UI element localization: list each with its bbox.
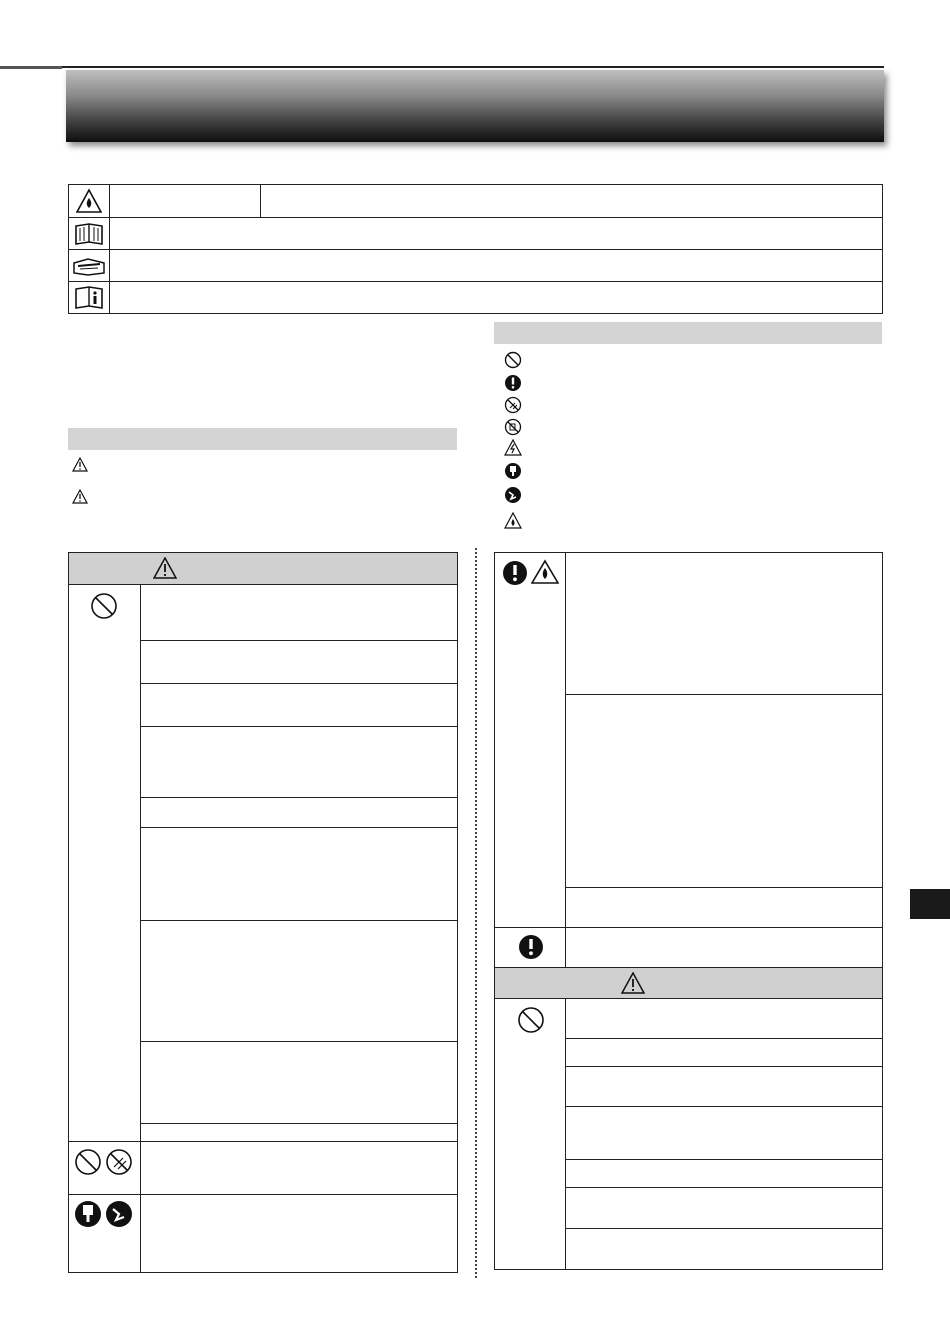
right-row-divider-full <box>494 927 883 928</box>
flammable-warning-icon <box>69 185 110 217</box>
warning-box-column-line <box>140 585 141 1273</box>
mandatory-icon <box>502 560 528 586</box>
caution-row-divider <box>565 1187 883 1188</box>
legend-label-cell <box>109 185 261 217</box>
warning-triangle-icon <box>72 457 88 473</box>
flammable-icon <box>498 511 528 531</box>
caution-triangle-icon <box>72 489 88 505</box>
prohibition-icon <box>90 592 118 620</box>
manual-icon <box>69 218 110 249</box>
legend-row-flammable <box>68 184 883 218</box>
caution-row-divider <box>565 1038 883 1039</box>
electric-shock-icon <box>498 438 528 458</box>
chapter-tab <box>910 889 950 919</box>
prohibition-icon <box>74 1148 102 1176</box>
ground-icon <box>498 485 528 505</box>
warning-row-divider <box>140 920 458 921</box>
legend-row-manual <box>68 217 883 250</box>
prohibition-icon <box>498 350 528 370</box>
right-row-divider <box>565 887 883 888</box>
legend-description-cell <box>109 250 882 281</box>
legend-row-info-manual <box>68 281 883 314</box>
caution-row-divider <box>565 1228 883 1229</box>
caution-box-header <box>495 967 882 999</box>
warning-row-divider <box>140 797 458 798</box>
caution-box-column-line <box>565 999 566 1270</box>
caution-row-divider <box>565 1106 883 1107</box>
right-box-column-line <box>565 552 566 967</box>
warning-row-divider-full <box>68 1141 458 1142</box>
warning-row-divider <box>140 1123 458 1124</box>
page-title-banner <box>66 70 884 142</box>
warning-row-divider <box>140 640 458 641</box>
mandatory-icon <box>518 934 544 960</box>
flammable-warning-icon <box>531 559 559 587</box>
unplug-icon <box>498 461 528 481</box>
warning-triangle-icon <box>153 557 177 581</box>
unplug-icon <box>74 1200 102 1228</box>
right-warning-box <box>494 552 883 1270</box>
service-manual-icon <box>69 250 110 281</box>
legend-description-cell <box>109 282 882 313</box>
legend-description-cell <box>109 218 882 249</box>
top-rule-lead <box>0 66 62 69</box>
prohibition-icon <box>517 1006 545 1034</box>
warning-row-divider <box>140 827 458 828</box>
right-section-header <box>494 322 882 344</box>
top-rule <box>0 66 884 68</box>
caution-row-divider <box>565 1159 883 1160</box>
warning-triangle-icon <box>621 972 645 996</box>
warning-box-header <box>69 553 457 585</box>
legend-row-service-manual <box>68 249 883 282</box>
ground-icon <box>105 1200 133 1228</box>
no-water-icon <box>498 395 528 415</box>
caution-row-divider <box>565 1066 883 1067</box>
column-divider <box>475 548 477 1278</box>
right-row-divider <box>565 694 883 695</box>
legend-description-cell <box>262 185 882 217</box>
warning-row-divider <box>140 726 458 727</box>
no-wet-hands-icon <box>498 417 528 437</box>
warning-row-divider <box>140 1041 458 1042</box>
warning-row-divider <box>140 683 458 684</box>
left-section-header <box>68 428 457 450</box>
info-manual-icon <box>69 282 110 313</box>
mandatory-icon <box>498 373 528 393</box>
no-water-icon <box>105 1148 133 1176</box>
warning-row-divider-full <box>68 1194 458 1195</box>
